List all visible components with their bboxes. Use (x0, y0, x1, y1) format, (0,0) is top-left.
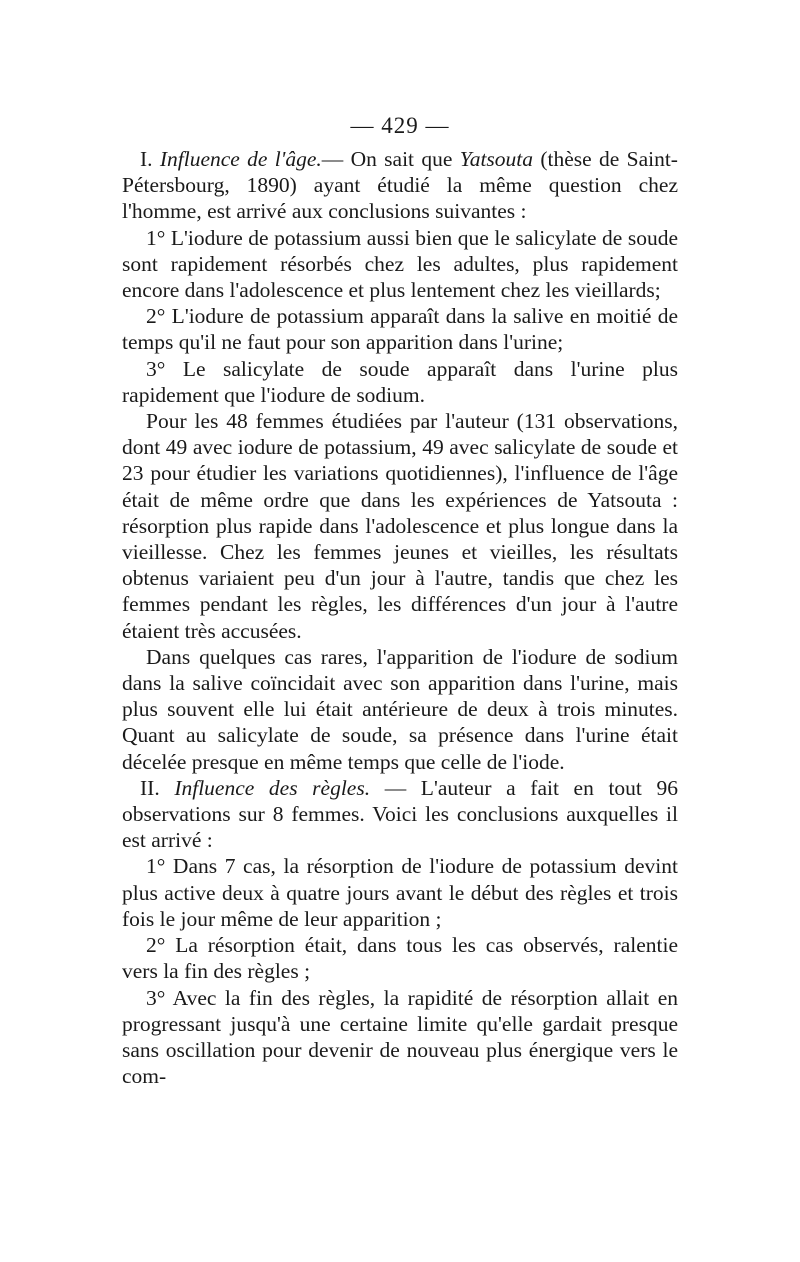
section-2-title: Influence des règles. (174, 775, 371, 800)
section-2-point-1: 1° Dans 7 cas, la résorption de l'iodure de potassium devint plus active deux à quatre jours avant le début des règles et trois fois le jour même de leur apparition ; (122, 854, 678, 931)
section-1-point-3: 3° Le salicylate de soude apparaît dans l'urine plus rapidement que l'iodure de sodium. (122, 356, 678, 407)
section-1-numeral: I. (140, 147, 160, 171)
section-1-paragraph-2: Dans quelques cas rares, l'apparition de l'iodure de sodium dans la salive coïncidait avec son apparition dans l'urine, mais plus souvent elle lui était antérieure de deux à trois minutes. Quant au salicylate de soude, sa présence dans l'urine était décelée presque en même temps que celle de l'iode. (122, 644, 678, 774)
section-1-intro-dash: — On sait que (321, 147, 460, 171)
section-2-point-2: 2° La résorption était, dans tous les cas observés, ralentie vers la fin des règles ; (122, 933, 678, 984)
section-2-point-3: 3° Avec la fin des règles, la rapidité de résorption allait en progressant jusqu'à une certaine limite qu'elle gardait presque sans oscillation pour devenir de nouveau plus énergique vers le com- (122, 985, 678, 1089)
section-2-intro-rest: — L'auteur a fait en tout 96 observations sur 8 femmes. Voici les conclusions auxquelles il est arrivé : (122, 775, 678, 853)
page-number: — 429 — (350, 113, 450, 138)
section-1-point-1: 1° L'iodure de potassium aussi bien que le salicylate de soude sont rapidement résorbés chez les adultes, plus rapidement encore dans l'adolescence et plus lentement chez les vieillards; (122, 225, 678, 303)
section-1-intro-rest: (thèse de Saint-Pétersbourg, 1890) ayant étudié la même question chez l'homme, est arrivé aux conclusions suivantes : (122, 147, 678, 224)
section-1-title: Influence de l'âge. (159, 147, 322, 171)
section-1-heading-paragraph (122, 146, 678, 225)
section-1-point-2: 2° L'iodure de potassium apparaît dans la salive en moitié de temps qu'il ne faut pour son apparition dans l'urine; (122, 304, 678, 355)
author-name: Yatsouta (459, 147, 534, 171)
section-2-heading-paragraph (122, 775, 678, 854)
body-text (122, 146, 678, 1089)
section-2-numeral: II. (140, 775, 175, 800)
section-1-paragraph-1: Pour les 48 femmes étudiées par l'auteur (131 observations, dont 49 avec iodure de potassium, 49 avec salicylate de soude et 23 pour étudier les variations quotidiennes), l'influence de l'âge était de même ordre que dans les expériences de Yatsouta : résorption plus rapide dans l'adolescence et plus longue dans la vieillesse. Chez les femmes jeunes et vieilles, les résultats obtenus variaient peu d'un jour à l'autre, tandis que chez les femmes pendant les règles, les différences d'un jour à l'autre étaient très accusées. (122, 409, 678, 643)
